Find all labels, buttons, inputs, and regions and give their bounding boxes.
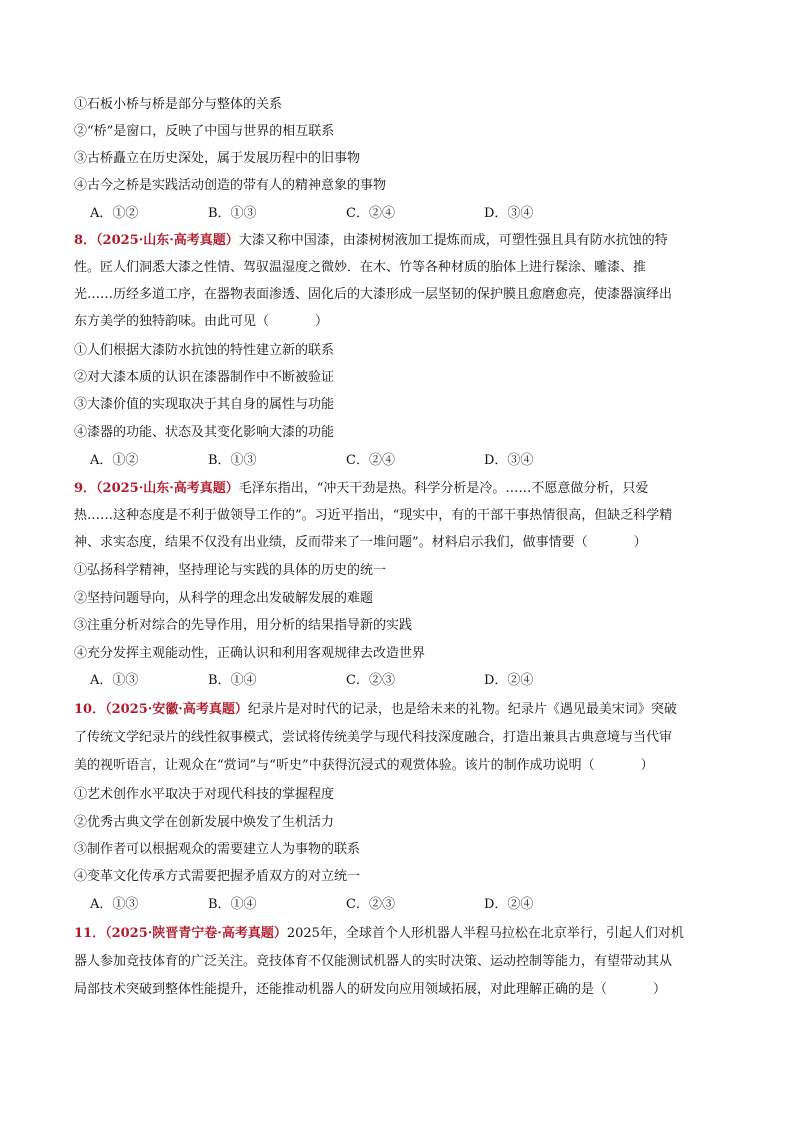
q9-stem-text-3: 神、求实态度，结果不仅没有出业绩，反而带来了一堆问题”。材料启示我们，做事情要（ — [74, 535, 588, 550]
q10-option-c[interactable]: C．②③ — [346, 897, 395, 912]
q9-option-b[interactable]: B．①④ — [208, 673, 257, 688]
q9-stem-text-1: 毛泽东指出，“冲天干劲是热。科学分析是冷。……不愿意做分析，只爱 — [238, 481, 649, 496]
q8-statement-4: ④漆器的功能、状态及其变化影响大漆的功能 — [74, 425, 335, 440]
q8-option-a[interactable]: A．①② — [90, 453, 139, 468]
q8-stem-line-3: 光……历经多道工序，在器物表面渗透、固化后的大漆形成一层坚韧的保护膜且愈磨愈亮，使漆器演绎出 — [74, 287, 673, 302]
q10-statement-2: ②优秀古典文学在创新发展中焕发了生机活力 — [74, 815, 335, 830]
q11-stem-close: ） — [653, 982, 667, 997]
q8-statement-3: ③大漆价值的实现取决于其自身的属性与功能 — [74, 397, 335, 412]
q7-option-c[interactable]: C．②④ — [346, 206, 395, 221]
q7-option-d[interactable]: D．③④ — [484, 206, 534, 221]
q7-statement-1: ①石板小桥与桥是部分与整体的关系 — [74, 97, 283, 112]
q10-stem-line-2: 了传统文学纪录片的线性叙事模式，尝试将传统美学与现代科技深度融合，打造出兼具古典意境与当代审 — [74, 730, 673, 745]
q9-stem-line-1 — [74, 480, 648, 498]
q11-stem-text-1: 2025年，全球首个人形机器人半程马拉松在北京举行，引起人们对机 — [286, 926, 684, 941]
q10-statement-4: ④变革文化传承方式需要把握矛盾双方的对立统一 — [74, 869, 361, 884]
q9-statement-1: ①弘扬科学精神，坚持理论与实践的具体的历史的统一 — [74, 563, 387, 578]
q10-stem-line-1 — [74, 701, 677, 719]
q11-stem-line-1 — [74, 925, 684, 943]
q8-statement-1: ①人们根据大漆防水抗蚀的特性建立新的联系 — [74, 343, 335, 358]
q8-stem-text-4: 东方美学的独特韵味。由此可见（ — [74, 314, 270, 329]
q8-statement-2: ②对大漆本质的认识在漆器制作中不断被验证 — [74, 370, 335, 385]
q9-option-c[interactable]: C．②③ — [346, 673, 395, 688]
q8-option-d[interactable]: D．③④ — [484, 453, 534, 468]
q9-number: 9． — [74, 481, 97, 496]
q10-stem-text-1: 纪录片是对时代的记录，也是给未来的礼物。纪录片《遇见最美宋词》突破 — [247, 702, 677, 717]
q8-stem-text-1: 大漆又称中国漆，由漆树树液加工提炼而成，可塑性强且具有防水抗蚀的特 — [238, 233, 668, 248]
q8-stem-line-1 — [74, 232, 668, 250]
q11-source: （2025·陕晋青宁卷·高考真题） — [105, 926, 287, 941]
q10-statement-1: ①艺术创作水平取决于对现代科技的掌握程度 — [74, 787, 335, 802]
q7-statement-3: ③古桥矗立在历史深处，属于发展历程中的旧事物 — [74, 151, 361, 166]
q9-source: （2025·山东·高考真题） — [96, 481, 239, 496]
q11-number: 11． — [74, 926, 106, 941]
q11-stem-line-2: 器人参加竞技体育的广泛关注。竞技体育不仅能测试机器人的实时决策、运动控制等能力，有望带动其从 — [74, 954, 673, 969]
q8-option-b[interactable]: B．①③ — [208, 453, 257, 468]
q8-option-c[interactable]: C．②④ — [346, 453, 395, 468]
q10-stem-close: ） — [640, 758, 654, 773]
q9-option-d[interactable]: D．②④ — [484, 673, 534, 688]
q8-stem-line-4 — [74, 313, 328, 331]
q8-source: （2025·山东·高考真题） — [96, 233, 239, 248]
q9-statement-4: ④充分发挥主观能动性，正确认识和利用客观规律去改造世界 — [74, 646, 426, 661]
q11-stem-text-3: 局部技术突破到整体性能提升，还能推动机器人的研发向应用领域拓展，对此理解正确的是（ — [74, 982, 608, 997]
q7-statement-2: ②“桥”是窗口，反映了中国与世界的相互联系 — [74, 124, 335, 139]
q7-option-a[interactable]: A．①② — [90, 206, 139, 221]
q10-stem-line-3 — [74, 757, 654, 775]
q11-stem-line-3 — [74, 981, 666, 999]
q7-option-b[interactable]: B．①③ — [208, 206, 257, 221]
q9-statement-2: ②坚持问题导向，从科学的理念出发破解发展的难题 — [74, 591, 374, 606]
q8-stem-line-2: 性。匠人们洞悉大漆之性情、驾驭温湿度之微妙．在木、竹等各种材质的胎体上进行髹涂、雕漆、推 — [74, 260, 647, 275]
q10-number: 10． — [74, 702, 106, 717]
q8-number: 8． — [74, 233, 97, 248]
q9-option-a[interactable]: A．①③ — [90, 673, 139, 688]
q10-source: （2025·安徽·高考真题） — [105, 702, 248, 717]
q9-stem-line-2: 热……这种态度是不利于做领导工作的”。习近平指出，“现实中，有的干部干事热情很高，但缺乏科学精 — [74, 508, 673, 523]
q9-stem-close: ） — [633, 535, 647, 550]
q9-stem-line-3 — [74, 534, 647, 552]
q10-option-b[interactable]: B．①④ — [208, 897, 257, 912]
q10-statement-3: ③制作者可以根据观众的需要建立人为事物的联系 — [74, 842, 361, 857]
q10-option-d[interactable]: D．②④ — [484, 897, 534, 912]
q10-stem-text-3: 美的视听语言，让观众在“赏词”与“听史”中获得沉浸式的观赏体验。该片的制作成功说明（ — [74, 758, 595, 773]
q8-stem-close: ） — [315, 314, 329, 329]
q9-statement-3: ③注重分析对综合的先导作用，用分析的结果指导新的实践 — [74, 618, 413, 633]
q10-option-a[interactable]: A．①③ — [90, 897, 139, 912]
q7-statement-4: ④古今之桥是实践活动创造的带有人的精神意象的事物 — [74, 178, 387, 193]
